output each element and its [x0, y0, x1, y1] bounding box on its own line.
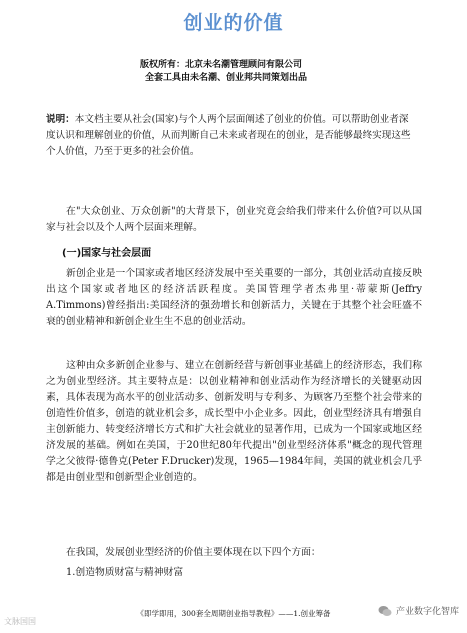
- paragraph-3: 在我国，发展创业型经济的价值主要体现在以下四个方面：: [66, 547, 321, 558]
- note-text: 本文档主要从社会(国家)与个人两个层面阐述了创业的价值。可以帮助创业者深度认识和理解创业的价值，从而判断自己未来或者现在的创业，是否能够最终实现这些个人价值，乃至于更多的社会价值。: [46, 114, 411, 157]
- list-item-1: 1.创造物质财富与精神财富: [66, 567, 184, 578]
- note-label: 说明：: [46, 114, 75, 125]
- paragraph-1: 新创企业是一个国家或者地区经济发展中至关重要的一部分，其创业活动直接反映出这个国家或者地区的经济活跃程度。美国管理学者杰弗里·蒂蒙斯(Jeffry A.Timmons)曾经指出:美国经济的强劲增长和创新活力，关键在于其整个社会旺盛不衰的创业精神和新创企业生生不息的创业活动。: [46, 268, 422, 327]
- wechat-watermark: [378, 604, 459, 617]
- note-block: [46, 112, 418, 160]
- page-title: 创业的价值: [183, 12, 284, 34]
- wechat-account-name: 产业数字化智库: [395, 607, 459, 617]
- source-line: 全套工具由未名潮、创业邦共同策划出品: [145, 73, 308, 83]
- section-heading: (一)国家与社会层面: [62, 248, 152, 259]
- copyright-line: 版权所有：北京未名潮管理顾问有限公司: [140, 60, 303, 70]
- page-footer: 《即学即用，300套全周期创业指导教程》——1.创业筹备: [136, 609, 331, 618]
- paragraph-2: 这种由众多新创企业参与、建立在创新经营与新创事业基础上的经济形态，我们称之为创业型经济。其主要特点是：以创业精神和创业活动作为经济增长的关键驱动因素，具体表现为高水平的创业活动多、创新发明与专利多、为顾客乃至整个社会带来的创造性价值多，创造的就业机会多，成长型中小企业多。因此，创业型经济具有增强自主创新能力、转变经济增长方式和扩大社会就业的显著作用，已成为一个国家或地区经济发展的基础。例如在美国，于20世纪80年代提出"创业型经济体系"概念的现代管理学之父彼得·德鲁克(Peter F.Drucker)发现，1965—1984年间，美国的就业机会几乎都是由创业型和创新型企业创造的。: [46, 360, 422, 483]
- watermark-left: 文脉国国: [4, 617, 36, 626]
- intro-paragraph: 在"大众创业、万众创新"的大背景下，创业究竟会给我们带来什么价值?可以从国家与社会以及个人两个层面来理解。: [46, 206, 422, 233]
- wechat-icon: [378, 605, 392, 617]
